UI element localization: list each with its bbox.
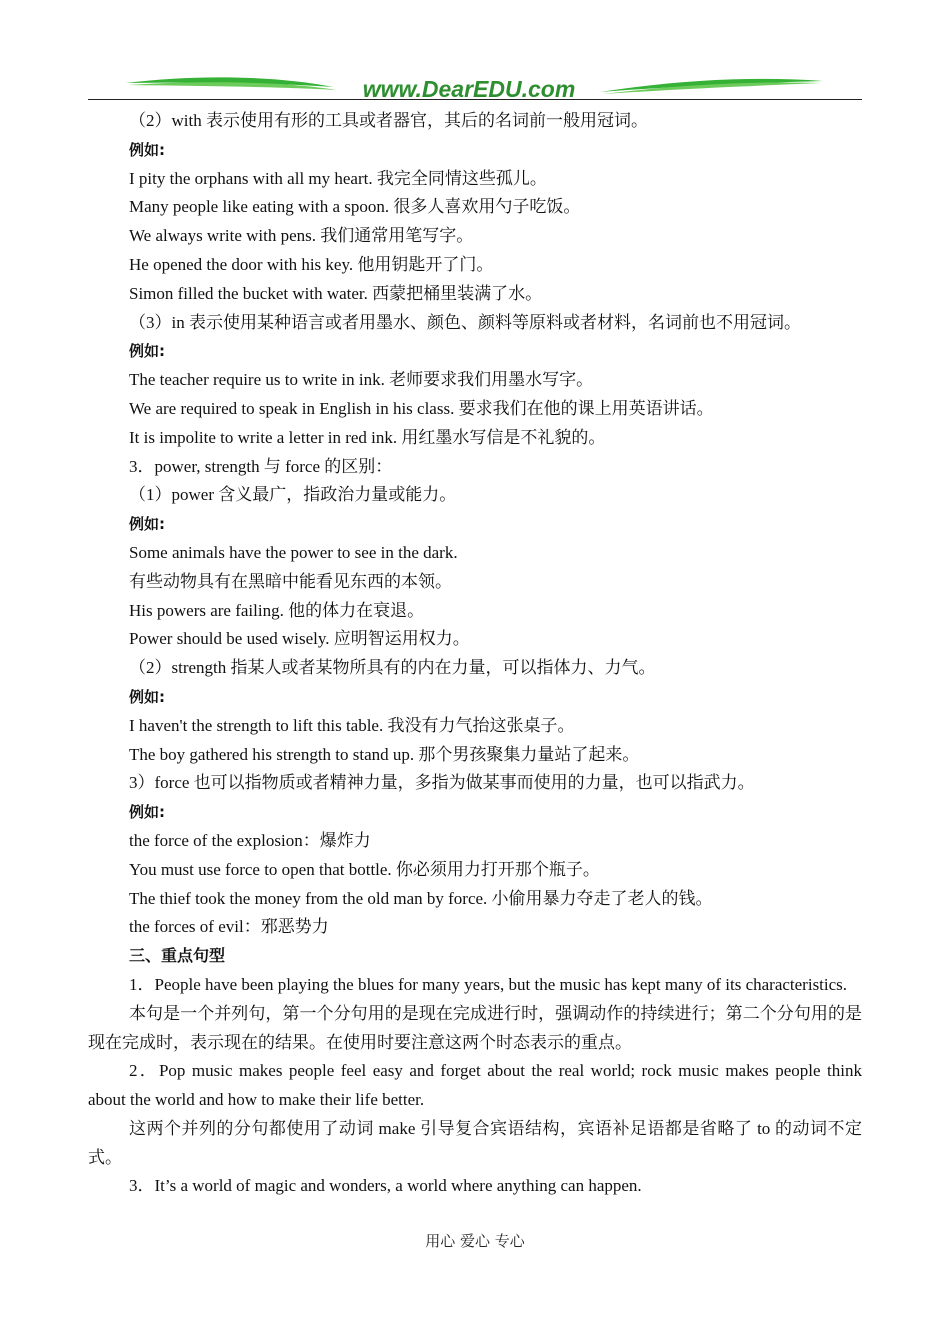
example-sentence: Many people like eating with a spoon. 很多人喜欢用勺子吃饭。 [129, 197, 581, 217]
paragraph: 这两个并列的分句都使用了动词 make 引导复合宾语结构，宾语补足语都是省略了 to 的动词不定式。 [88, 1118, 862, 1167]
header-divider [88, 99, 862, 100]
site-header-banner [88, 70, 862, 102]
example-sentence: I pity the orphans with all my heart. 我完全同情这些孤儿。 [129, 168, 547, 188]
example-sentence: the force of the explosion：爆炸力 [129, 830, 371, 850]
example-sentence: The teacher require us to write in ink. 老师要求我们用墨水写字。 [129, 370, 594, 390]
example-sentence: You must use force to open that bottle. 你必须用力打开那个瓶子。 [129, 859, 600, 879]
example-label: 例如: [129, 515, 165, 534]
example-sentence: Power should be used wisely. 应明智运用权力。 [129, 629, 470, 649]
example-label: 例如: [129, 687, 165, 706]
example-sentence: We always write with pens. 我们通常用笔写字。 [129, 226, 474, 246]
text-line: （2）with 表示使用有形的工具或者器官，其后的名词前一般用冠词。 [129, 111, 648, 130]
example-sentence: I haven't the strength to lift this table. 我没有力气抬这张桌子。 [129, 715, 575, 735]
example-sentence: Simon filled the bucket with water. 西蒙把桶里装满了水。 [129, 283, 543, 303]
text-line: （1）power 含义最广，指政治力量或能力。 [129, 485, 457, 505]
example-translation: 有些动物具有在黑暗中能看见东西的本领。 [129, 571, 452, 591]
example-sentence: His powers are failing. 他的体力在衰退。 [129, 600, 425, 620]
example-sentence: The boy gathered his strength to stand up. 那个男孩聚集力量站了起来。 [129, 744, 640, 764]
example-sentence: It is impolite to write a letter in red ink. 用红墨水写信是不礼貌的。 [129, 427, 606, 447]
header-swoosh-graphic [88, 70, 862, 102]
example-sentence: We are required to speak in English in his class. 要求我们在他的课上用英语讲话。 [129, 398, 714, 418]
section-item-heading: 3．power, strength 与 force 的区别： [129, 456, 393, 476]
document-body [88, 107, 862, 1201]
example-sentence: The thief took the money from the old man by force. 小偷用暴力夺走了老人的钱。 [129, 888, 713, 908]
paragraph: 2．Pop music makes people feel easy and forget about the real world; rock music makes people think about the world and how to make their life better. [88, 1061, 862, 1110]
example-label: 例如: [129, 140, 165, 159]
text-line: 3）force 也可以指物质或者精神力量，多指为做某事而使用的力量，也可以指武力。 [129, 773, 755, 793]
text-line: （2）strength 指某人或者某物所具有的内在力量，可以指体力、力气。 [129, 658, 656, 678]
text-line: （3）in 表示使用某种语言或者用墨水、颜色、颜料等原料或者材料，名词前也不用冠词。 [129, 312, 801, 332]
example-sentence: Some animals have the power to see in the dark. [129, 542, 458, 562]
section-heading: 三、重点句型 [129, 946, 226, 966]
paragraph: 本句是一个并列句，第一个分句用的是现在完成进行时，强调动作的持续进行；第二个分句用的是现在完成时，表示现在的结果。在使用时要注意这两个时态表示的重点。 [88, 1003, 862, 1052]
text-line: 3．It’s a world of magic and wonders, a world where anything can happen. [129, 1176, 642, 1196]
example-sentence: the forces of evil：邪恶势力 [129, 917, 329, 937]
example-sentence: He opened the door with his key. 他用钥匙开了门。 [129, 254, 494, 274]
paragraph: 1．People have been playing the blues for many years, but the music has kept many of its characteristics. [129, 974, 848, 994]
example-label: 例如: [129, 803, 165, 822]
page-footer: 用心 爱心 专心 [425, 1232, 525, 1250]
example-label: 例如: [129, 342, 165, 361]
site-name: www.DearEDU.com [362, 76, 576, 102]
